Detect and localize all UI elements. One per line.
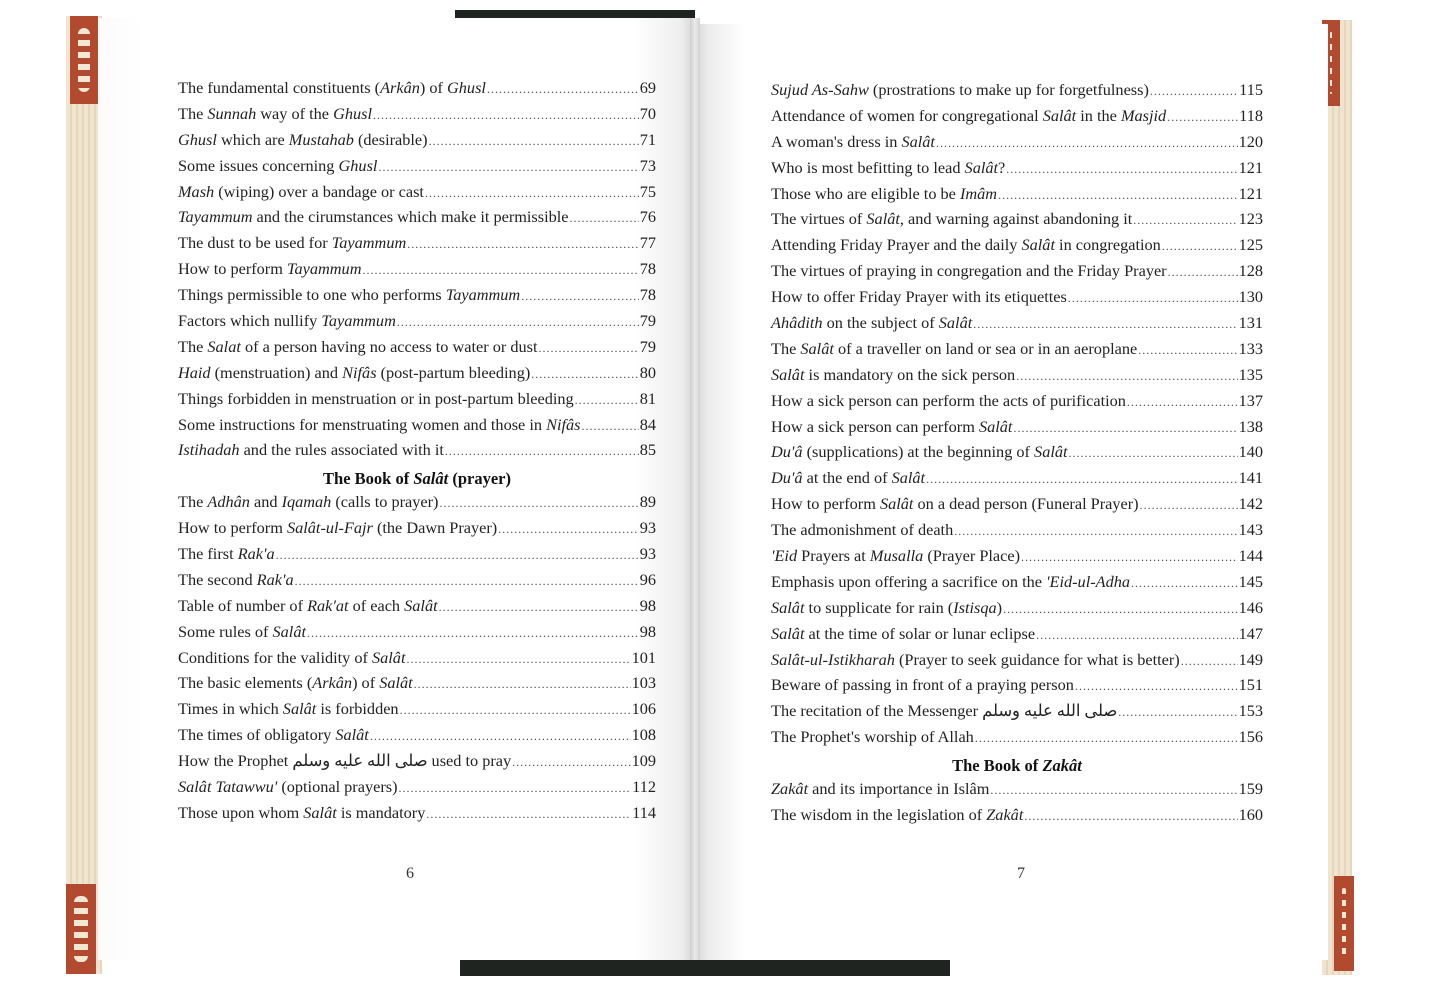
toc-entry (178, 104, 656, 130)
toc-entry (771, 339, 1263, 365)
dot-leader (521, 289, 639, 304)
dot-leader (373, 108, 639, 123)
entry-page-number: 98 (639, 595, 656, 615)
dot-leader (399, 781, 632, 796)
dot-leader (307, 626, 639, 641)
entry-page-number: 103 (631, 673, 656, 693)
entry-title: Those upon whom Salât is mandatory (178, 802, 426, 822)
dot-leader (936, 136, 1238, 151)
dot-leader (1024, 809, 1237, 824)
entry-page-number: 84 (639, 414, 656, 434)
entry-page-number: 114 (632, 802, 656, 822)
dot-leader (990, 783, 1237, 798)
toc-entry (178, 311, 656, 337)
entry-title: The Salât of a traveller on land or sea or in an aeroplane (771, 338, 1138, 358)
entry-title: How to perform Tayammum (178, 259, 362, 279)
dot-leader (397, 315, 639, 330)
toc-entry (178, 337, 656, 363)
toc-entry (771, 417, 1263, 443)
dot-leader (445, 444, 639, 459)
entry-page-number: 109 (631, 751, 656, 771)
entry-title: The wisdom in the legislation of Zakât (771, 804, 1024, 824)
entry-page-number: 145 (1238, 571, 1263, 591)
entry-title: Emphasis upon offering a sacrifice on the 'Eid-ul-Adha (771, 571, 1131, 591)
entry-title: The Salat of a person having no access to water or dust (178, 336, 538, 356)
entry-title: Salât at the time of solar or lunar eclipse (771, 623, 1036, 643)
dot-leader (1021, 550, 1238, 565)
entry-page-number: 123 (1238, 209, 1263, 229)
entry-title: Salât to supplicate for rain (Istisqa) (771, 597, 1003, 617)
dot-leader (498, 522, 639, 537)
entry-page-number: 133 (1238, 338, 1263, 358)
dot-leader (1036, 628, 1238, 643)
entry-page-number: 69 (639, 78, 656, 97)
entry-title: Those who are eligible to be Imâm (771, 183, 998, 203)
entry-title: Things permissible to one who performs Tayammum (178, 285, 521, 305)
entry-title: How a sick person can perform the acts of purification (771, 390, 1126, 410)
toc-entry (771, 442, 1263, 468)
entry-page-number: 89 (639, 492, 656, 512)
dot-leader (407, 237, 639, 252)
contents-list-left (178, 78, 656, 829)
cover-ornament (66, 884, 96, 974)
toc-entry (771, 391, 1263, 417)
entry-title: The Sunnah way of the Ghusl (178, 103, 372, 123)
dot-leader (998, 188, 1238, 203)
entry-title: Haid (menstruation) and Nifâs (post-partum bleeding) (178, 362, 531, 382)
entry-page-number: 140 (1238, 442, 1263, 462)
toc-entry (178, 648, 656, 674)
toc-entry (178, 415, 656, 441)
dot-leader (954, 524, 1237, 539)
dot-leader (1131, 576, 1238, 591)
entry-title: How to perform Salât on a dead person (Funeral Prayer) (771, 494, 1139, 514)
entry-page-number: 160 (1238, 804, 1263, 824)
toc-entry (178, 207, 656, 233)
toc-entry (178, 363, 656, 389)
entry-page-number: 76 (639, 207, 656, 227)
entry-title: The second Rak'a (178, 569, 294, 589)
toc-entry (771, 805, 1263, 831)
entry-title: Some rules of Salât (178, 621, 306, 641)
book-gutter (690, 18, 700, 960)
entry-title: Sujud As-Sahw (prostrations to make up for forgetfulness) (771, 80, 1149, 99)
toc-entry (178, 544, 656, 570)
entry-title: The first Rak'a (178, 544, 275, 564)
dot-leader (1127, 395, 1238, 410)
entry-page-number: 137 (1238, 390, 1263, 410)
entry-page-number: 80 (639, 362, 656, 382)
contents-list-right (771, 80, 1263, 831)
toc-entry (178, 673, 656, 699)
entry-title: The Adhân and Iqamah (calls to prayer) (178, 492, 439, 512)
dot-leader (1162, 239, 1238, 254)
toc-entry (771, 132, 1263, 158)
dot-leader (378, 160, 638, 175)
entry-title: Salât Tatawwu' (optional prayers) (178, 777, 398, 797)
toc-entry (178, 156, 656, 182)
entry-title: Ghusl which are Mustahab (desirable) (178, 129, 428, 149)
dot-leader (406, 652, 630, 667)
entry-page-number: 153 (1238, 701, 1263, 721)
entry-page-number: 78 (639, 259, 656, 279)
dot-leader (370, 729, 631, 744)
toc-entry (771, 598, 1263, 624)
toc-entry (771, 209, 1263, 235)
toc-entry (178, 285, 656, 311)
entry-title: 'Eid Prayers at Musalla (Prayer Place) (771, 546, 1020, 566)
dot-leader (538, 341, 638, 356)
toc-entry (771, 624, 1263, 650)
entry-page-number: 156 (1238, 727, 1263, 747)
dot-leader (295, 574, 639, 589)
entry-title: Attending Friday Prayer and the daily Salât in congregation (771, 235, 1161, 255)
dot-leader (439, 600, 639, 615)
toc-entry (178, 622, 656, 648)
entry-page-number: 112 (632, 777, 656, 797)
entry-page-number: 73 (639, 155, 656, 175)
dot-leader (570, 211, 639, 226)
toc-entry (771, 701, 1263, 727)
toc-entry (178, 233, 656, 259)
entry-page-number: 81 (639, 388, 656, 408)
dot-leader (1168, 265, 1238, 280)
toc-entry (178, 389, 656, 415)
dot-leader (362, 263, 638, 278)
entry-page-number: 141 (1238, 468, 1263, 488)
toc-entry (178, 725, 656, 751)
dot-leader (512, 755, 630, 770)
entry-title: Who is most befitting to lead Salât? (771, 157, 1006, 177)
entry-title: How a sick person can perform Salât (771, 416, 1013, 436)
entry-title: Factors which nullify Tayammum (178, 311, 396, 331)
entry-page-number: 128 (1238, 261, 1263, 281)
toc-entry (771, 572, 1263, 598)
entry-title: Salât is mandatory on the sick person (771, 364, 1016, 384)
dot-leader (973, 317, 1237, 332)
entry-title: Salât-ul-Istikharah (Prayer to seek guidance for what is better) (771, 649, 1180, 669)
entry-title: Conditions for the validity of Salât (178, 647, 406, 667)
entry-page-number: 118 (1239, 105, 1263, 125)
toc-entry (771, 468, 1263, 494)
toc-entry (771, 727, 1263, 753)
toc-entry (771, 184, 1263, 210)
entry-page-number: 147 (1238, 623, 1263, 643)
dot-leader (1138, 343, 1237, 358)
toc-entry (178, 182, 656, 208)
entry-page-number: 143 (1238, 520, 1263, 540)
entry-page-number: 79 (639, 311, 656, 331)
dot-leader (487, 82, 639, 97)
entry-title: Table of number of Rak'at of each Salât (178, 595, 438, 615)
toc-entry (178, 130, 656, 156)
entry-page-number: 78 (639, 285, 656, 305)
toc-entry (771, 546, 1263, 572)
entry-title: Zakât and its importance in Islâm (771, 779, 990, 799)
dot-leader (276, 548, 639, 563)
toc-entry (771, 494, 1263, 520)
page-number-left: 6 (406, 865, 414, 882)
dot-leader (1003, 602, 1237, 617)
entry-page-number: 149 (1238, 649, 1263, 669)
entry-page-number: 151 (1238, 675, 1263, 695)
entry-title: The virtues of Salât, and warning against abandoning it (771, 209, 1133, 229)
entry-page-number: 75 (639, 181, 656, 201)
entry-page-number: 130 (1238, 287, 1263, 307)
section-heading: The Book of Zakât (952, 756, 1082, 776)
cover-ornament (70, 16, 98, 104)
entry-page-number: 85 (639, 440, 656, 460)
entry-title: Tayammum and the cirumstances which make it permissible (178, 207, 569, 227)
toc-entry (178, 492, 656, 518)
toc-entry (771, 520, 1263, 546)
left-page-edge (66, 16, 102, 974)
entry-title: Mash (wiping) over a bandage or cast (178, 181, 424, 201)
toc-entry (771, 650, 1263, 676)
entry-page-number: 101 (631, 647, 656, 667)
dot-leader (400, 703, 631, 718)
toc-entry (771, 675, 1263, 701)
toc-entry (178, 570, 656, 596)
entry-title: The recitation of the Messenger صلى الله عليه وسلم (771, 701, 1118, 721)
dot-leader (1118, 705, 1237, 720)
toc-entry (178, 78, 656, 104)
toc-entry (178, 259, 656, 285)
toc-entry (771, 313, 1263, 339)
entry-title: The times of obligatory Salât (178, 725, 369, 745)
entry-title: The admonishment of death (771, 520, 954, 540)
entry-title: Some issues concerning Ghusl (178, 155, 378, 175)
dot-leader (1016, 369, 1237, 384)
toc-entry (771, 158, 1263, 184)
toc-entry (178, 440, 656, 466)
entry-page-number: 115 (1239, 80, 1263, 99)
toc-entry (178, 777, 656, 803)
dot-leader (429, 134, 639, 149)
entry-title: Beware of passing in front of a praying person (771, 675, 1074, 695)
page-number-right: 7 (1017, 865, 1025, 882)
toc-entry (771, 235, 1263, 261)
entry-title: Istihadah and the rules associated with it (178, 440, 444, 460)
dot-leader (425, 186, 639, 201)
entry-page-number: 121 (1238, 157, 1263, 177)
entry-title: The virtues of praying in congregation and the Friday Prayer (771, 261, 1167, 281)
entry-title: The basic elements (Arkân) of Salât (178, 673, 413, 693)
dot-leader (1006, 162, 1237, 177)
book-cover-bottom (460, 958, 950, 976)
entry-page-number: 125 (1238, 235, 1263, 255)
toc-entry (771, 80, 1263, 106)
entry-page-number: 146 (1238, 597, 1263, 617)
dot-leader (414, 677, 631, 692)
entry-page-number: 98 (639, 621, 656, 641)
entry-page-number: 96 (639, 569, 656, 589)
entry-title: Ahâdith on the subject of Salât (771, 313, 973, 333)
entry-title: Du'â at the end of Salât (771, 468, 926, 488)
toc-entry (178, 518, 656, 544)
dot-leader (426, 807, 631, 822)
entry-title: A woman's dress in Salât (771, 131, 935, 151)
entry-page-number: 120 (1238, 131, 1263, 151)
toc-entry (178, 751, 656, 777)
dot-leader (1167, 110, 1238, 125)
entry-title: How to offer Friday Prayer with its etiquettes (771, 287, 1067, 307)
entry-page-number: 131 (1238, 313, 1263, 333)
toc-entry (178, 596, 656, 622)
dot-leader (575, 393, 639, 408)
entry-page-number: 159 (1238, 779, 1263, 799)
toc-entry (771, 106, 1263, 132)
entry-title: The fundamental constituents (Arkân) of Ghusl (178, 78, 486, 97)
section-heading: The Book of Salât (prayer) (323, 469, 511, 489)
dot-leader (581, 419, 638, 434)
entry-title: The Prophet's worship of Allah (771, 727, 974, 747)
entry-page-number: 71 (639, 129, 656, 149)
dot-leader (1075, 679, 1238, 694)
dot-leader (1069, 446, 1238, 461)
dot-leader (1140, 498, 1238, 513)
dot-leader (531, 367, 638, 382)
toc-entry (771, 287, 1263, 313)
toc-entry (771, 365, 1263, 391)
entry-page-number: 70 (639, 103, 656, 123)
entry-page-number: 106 (631, 699, 656, 719)
entry-page-number: 93 (639, 518, 656, 538)
dot-leader (1133, 213, 1237, 228)
entry-page-number: 138 (1238, 416, 1263, 436)
entry-page-number: 142 (1238, 494, 1263, 514)
entry-title: How to perform Salât-ul-Fajr (the Dawn Prayer) (178, 518, 498, 538)
dot-leader (926, 472, 1238, 487)
dot-leader (1150, 84, 1238, 99)
toc-entry (178, 803, 656, 829)
toc-entry (771, 261, 1263, 287)
entry-page-number: 144 (1238, 546, 1263, 566)
dot-leader (1068, 291, 1238, 306)
entry-title: Attendance of women for congregational Salât in the Masjid (771, 105, 1167, 125)
entry-page-number: 77 (639, 233, 656, 253)
entry-page-number: 121 (1238, 183, 1263, 203)
dot-leader (439, 496, 638, 511)
entry-title: How the Prophet صلى الله عليه وسلم used to pray (178, 751, 512, 771)
entry-title: Times in which Salât is forbidden (178, 699, 399, 719)
dot-leader (1181, 654, 1238, 669)
dot-leader (1013, 421, 1237, 436)
toc-entry (178, 699, 656, 725)
cover-ornament (1334, 876, 1354, 971)
entry-page-number: 79 (639, 336, 656, 356)
entry-title: Du'â (supplications) at the beginning of Salât (771, 442, 1068, 462)
dot-leader (975, 731, 1238, 746)
entry-title: Things forbidden in menstruation or in post-partum bleeding (178, 388, 574, 408)
entry-title: The dust to be used for Tayammum (178, 233, 407, 253)
entry-title: Some instructions for menstruating women and those in Nifâs (178, 414, 581, 434)
entry-page-number: 135 (1238, 364, 1263, 384)
entry-page-number: 93 (639, 544, 656, 564)
toc-entry (771, 779, 1263, 805)
entry-page-number: 108 (631, 725, 656, 745)
